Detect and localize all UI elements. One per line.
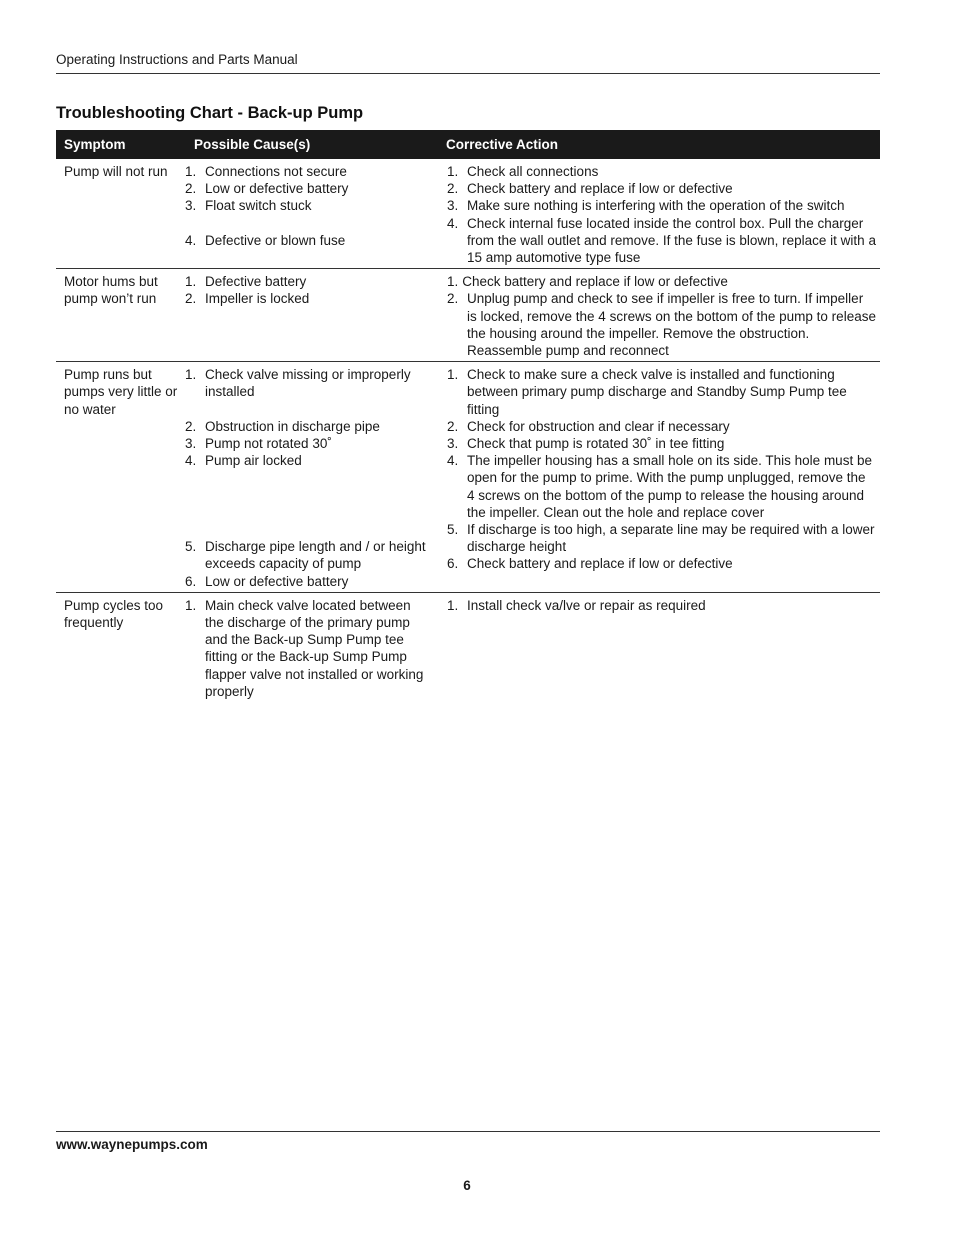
item-number: 5. <box>185 539 197 555</box>
symptom-cell: Motor hums but pump won’t run <box>64 274 158 307</box>
item-text: Low or defective battery <box>205 181 349 197</box>
list-item <box>185 232 432 249</box>
list-item <box>185 290 432 307</box>
item-text: Check valve missing or improperly installed <box>205 367 411 400</box>
item-text: Discharge pipe length and / or height exceeds capacity of pump <box>205 539 426 572</box>
item-text: Main check valve located between the discharge of the primary pump and the Back-up Sump Pump tee fitting or the Back-up Sump Pump flapper valve not installed or working properly <box>205 597 424 699</box>
list-item <box>185 366 432 400</box>
item-number: 1. <box>185 164 197 179</box>
item-text: Check to make sure a check valve is installed and functioning between primary pump discharge and Standby Sump Pump tee fitting <box>467 367 847 417</box>
item-text: Check that pump is rotated 30˚ in tee fitting <box>467 436 725 452</box>
item-number: 3. <box>447 198 459 214</box>
item-text: Make sure nothing is interfering with the operation of the switch <box>467 198 845 214</box>
item-text: Float switch stuck <box>205 198 312 214</box>
item-number: 6. <box>185 573 197 589</box>
column-header-causes: Possible Cause(s) <box>194 137 311 152</box>
item-text: Unplug pump and check to see if impeller is free to turn. If impeller is locked, remove the 4 screws on the bottom of the pump to release the housing around the impeller. Remove the obstruction. Reassemble pump and reconnect <box>467 291 876 359</box>
list-item <box>447 435 876 452</box>
item-text: Install check va/lve or repair as required <box>467 597 706 613</box>
item-number: 1. <box>185 274 197 290</box>
table-row <box>56 593 880 702</box>
page-number: 6 <box>463 1178 471 1193</box>
item-number: 1. <box>447 164 459 179</box>
item-number: 4. <box>185 453 197 469</box>
actions-cell <box>438 597 880 700</box>
list-item <box>447 521 876 555</box>
item-text: Low or defective battery <box>205 573 349 589</box>
list-item <box>447 163 876 180</box>
list-item <box>185 180 432 197</box>
item-number: 4. <box>185 232 197 248</box>
actions-cell <box>438 163 880 266</box>
item-number: 1. <box>185 597 197 613</box>
column-header-symptom: Symptom <box>64 137 126 152</box>
column-header-action: Corrective Action <box>446 137 559 152</box>
list-item <box>185 597 432 700</box>
item-number: 2. <box>185 418 197 434</box>
item-text: Pump air locked <box>205 453 302 469</box>
item-text: Impeller is locked <box>205 291 310 307</box>
list-item <box>185 197 432 214</box>
item-text: Obstruction in discharge pipe <box>205 418 380 434</box>
causes-cell <box>185 273 438 359</box>
item-number: 1. <box>447 367 459 383</box>
footer-divider <box>56 1131 880 1132</box>
table-row <box>56 159 880 269</box>
item-text: Connections not secure <box>205 164 347 179</box>
item-text: Defective or blown fuse <box>205 232 346 248</box>
troubleshooting-table <box>56 130 880 702</box>
list-item <box>185 163 432 180</box>
item-text: Check battery and replace if low or defective <box>467 556 733 572</box>
symptom-cell: Pump runs but pumps very little or no water <box>64 367 178 417</box>
list-item <box>447 197 876 214</box>
list-item <box>447 597 876 614</box>
item-number: 3. <box>185 198 197 214</box>
item-text: Check internal fuse located inside the control box. Pull the charger from the wall outlet and remove. If the fuse is blown, replace it with a 15 amp automotive type fuse <box>467 215 876 266</box>
item-text: If discharge is too high, a separate line may be required with a lower discharge height <box>467 522 875 555</box>
list-item <box>185 418 432 435</box>
item-number: 2. <box>447 181 459 197</box>
item-number: 4. <box>447 215 459 231</box>
list-item <box>185 435 432 452</box>
list-item <box>447 273 876 290</box>
table-row <box>56 362 880 593</box>
actions-cell <box>438 366 880 590</box>
section-title: Troubleshooting Chart - Back-up Pump <box>56 104 364 122</box>
item-number: 1. <box>447 274 459 290</box>
item-number: 1. <box>447 597 459 613</box>
list-item <box>447 418 876 435</box>
list-item <box>185 273 432 290</box>
causes-cell <box>185 366 438 590</box>
item-text: Check battery and replace if low or defective <box>462 274 728 290</box>
list-item <box>185 452 432 469</box>
item-number: 2. <box>447 291 459 307</box>
item-text: Pump not rotated 30˚ <box>205 436 332 452</box>
causes-cell <box>185 597 438 700</box>
item-number: 2. <box>185 291 197 307</box>
table-header <box>56 130 880 159</box>
item-text: The impeller housing has a small hole on its side. This hole must be open for the pump to prime. With the pump unplugged, remove the 4 screws on the bottom of the pump to release the housing around the impeller. Clean out the hole and replace cover <box>467 453 872 520</box>
item-number: 2. <box>447 418 459 434</box>
symptom-cell: Pump cycles too frequently <box>64 597 164 630</box>
list-item <box>447 366 876 418</box>
item-number: 6. <box>447 556 459 572</box>
list-item <box>447 180 876 197</box>
item-text: Check all connections <box>467 164 599 179</box>
item-text: Defective battery <box>205 274 307 290</box>
item-number: 1. <box>185 367 197 383</box>
list-item <box>185 538 432 572</box>
list-item <box>447 452 876 521</box>
item-number: 3. <box>447 436 459 452</box>
item-text: Check battery and replace if low or defective <box>467 181 733 197</box>
list-item <box>447 290 876 359</box>
causes-cell <box>185 163 438 266</box>
item-number: 2. <box>185 181 197 197</box>
list-item <box>185 573 432 590</box>
website-link[interactable]: www.waynepumps.com <box>56 1137 208 1152</box>
item-number: 3. <box>185 436 197 452</box>
item-text: Check for obstruction and clear if necessary <box>467 418 730 434</box>
symptom-cell: Pump will not run <box>64 164 168 179</box>
item-number: 5. <box>447 522 459 538</box>
list-item <box>447 555 876 572</box>
page-header: Operating Instructions and Parts Manual <box>56 52 880 74</box>
item-number: 4. <box>447 453 459 469</box>
actions-cell <box>438 273 880 359</box>
list-item <box>447 215 876 267</box>
table-row <box>56 269 880 362</box>
